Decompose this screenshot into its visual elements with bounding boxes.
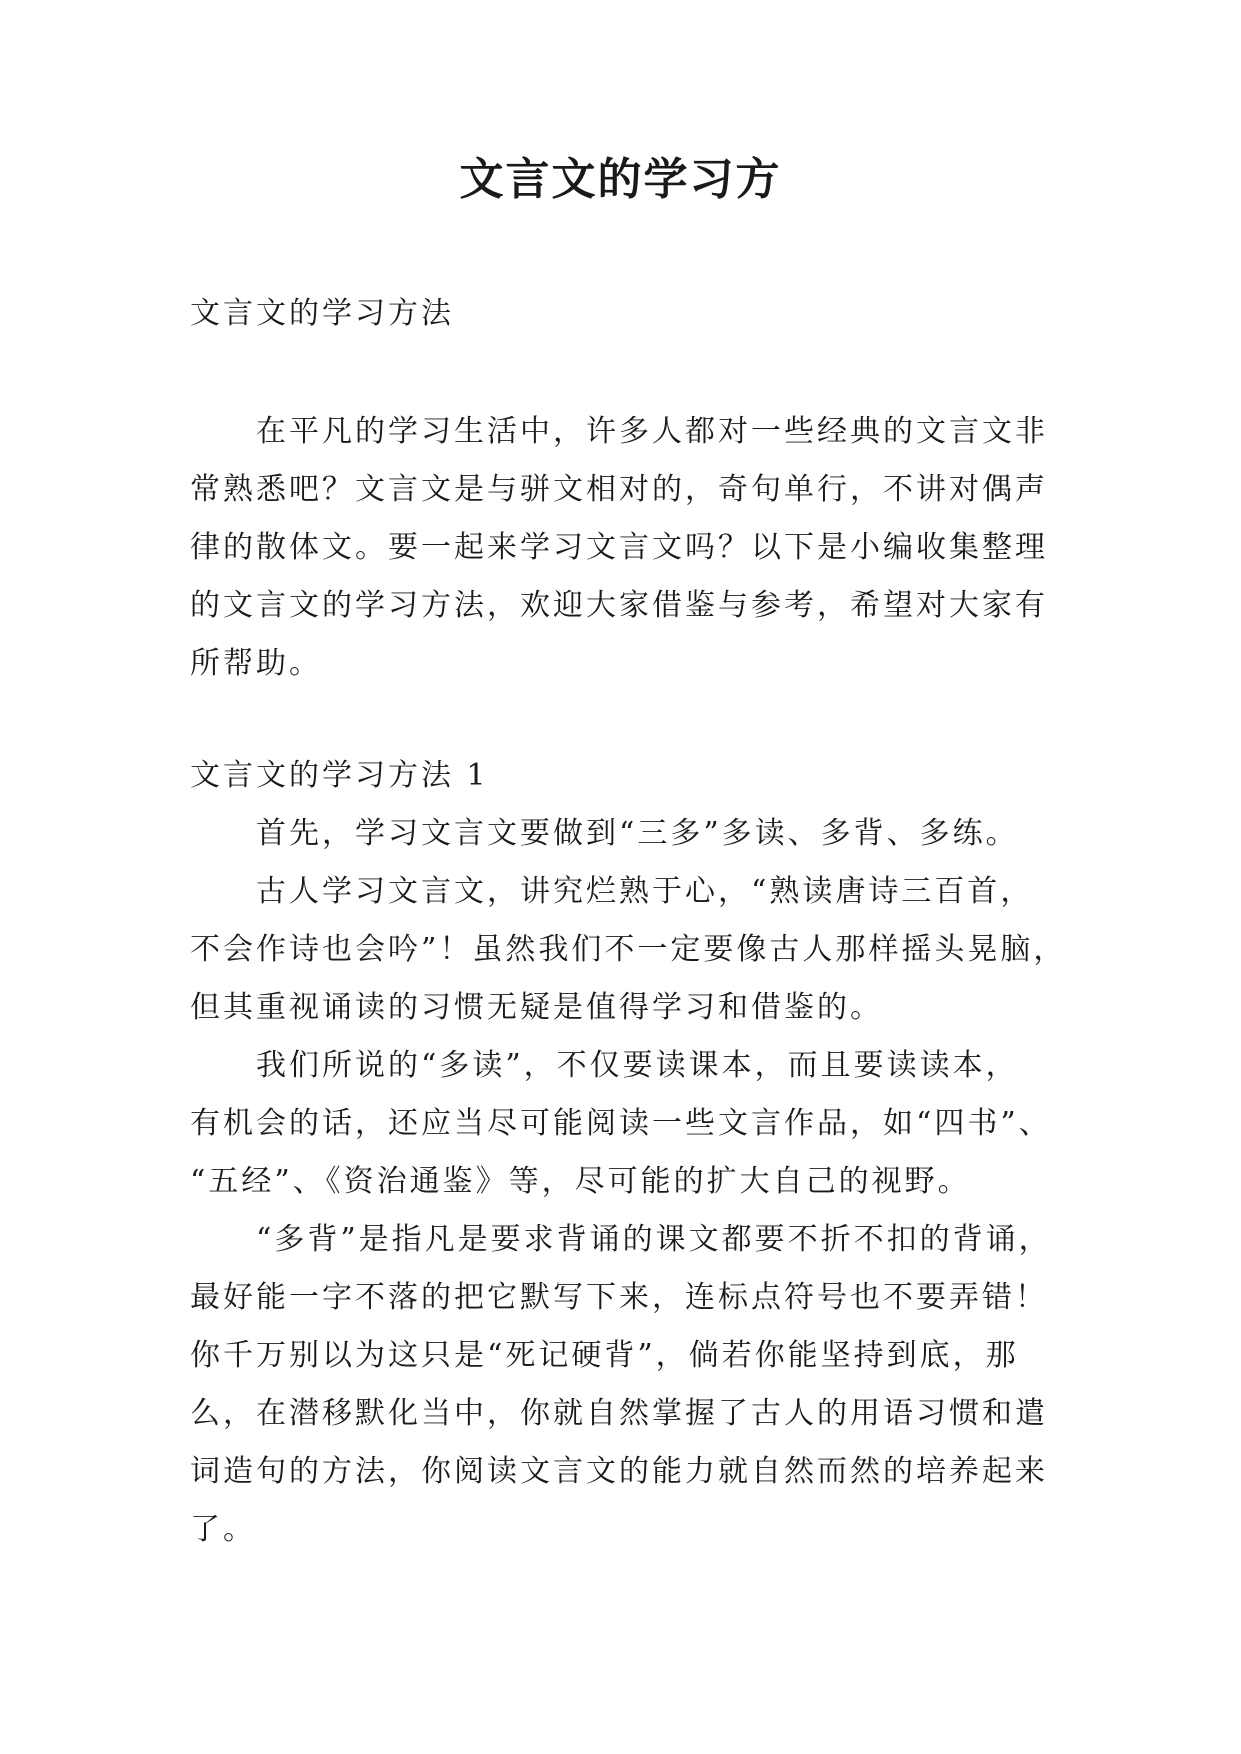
intro-line: 所帮助。: [190, 646, 322, 681]
body-line: 最好能一字不落的把它默写下来，连标点符号也不要弄错！: [190, 1280, 1048, 1315]
body-line: 你千万别以为这只是“死记硬背”，倘若你能坚持到底，那: [190, 1338, 1019, 1373]
body-line: 首先，学习文言文要做到“三多”多读、多背、多练。: [256, 816, 1019, 851]
body-line: 我们所说的“多读”，不仅要读课本，而且要读读本，: [256, 1048, 1019, 1083]
body-line: 但其重视诵读的习惯无疑是值得学习和借鉴的。: [190, 990, 883, 1025]
section-heading: 文言文的学习方法 1: [190, 758, 489, 793]
body-line: 词造句的方法，你阅读文言文的能力就自然而然的培养起来: [190, 1454, 1048, 1489]
section-body: [190, 805, 1090, 1559]
intro-paragraph: [190, 403, 1090, 693]
body-line: 么，在潜移默化当中，你就自然掌握了古人的用语习惯和遣: [190, 1396, 1048, 1431]
body-line: 古人学习文言文，讲究烂熟于心，“熟读唐诗三百首，: [256, 874, 1034, 909]
body-line: “多背”是指凡是要求背诵的课文都要不折不扣的背诵，: [256, 1222, 1052, 1257]
intro-line: 的文言文的学习方法，欢迎大家借鉴与参考，希望对大家有: [190, 588, 1048, 623]
body-line: 了。: [190, 1512, 256, 1547]
intro-line: 在平凡的学习生活中，许多人都对一些经典的文言文非: [256, 414, 1048, 449]
body-line: 不会作诗也会吟”！虽然我们不一定要像古人那样摇头晃脑，: [190, 932, 1067, 967]
intro-line: 常熟悉吧？文言文是与骈文相对的，奇句单行，不讲对偶声: [190, 472, 1048, 507]
body-line: “五经”、《资治通鉴》等，尽可能的扩大自己的视野。: [190, 1164, 971, 1199]
document-title: 文言文的学习方: [459, 154, 782, 205]
body-line: 有机会的话，还应当尽可能阅读一些文言作品，如“四书”、: [190, 1106, 1052, 1141]
document-subtitle: 文言文的学习方法: [190, 296, 454, 331]
intro-line: 律的散体文。要一起来学习文言文吗？以下是小编收集整理: [190, 530, 1048, 565]
